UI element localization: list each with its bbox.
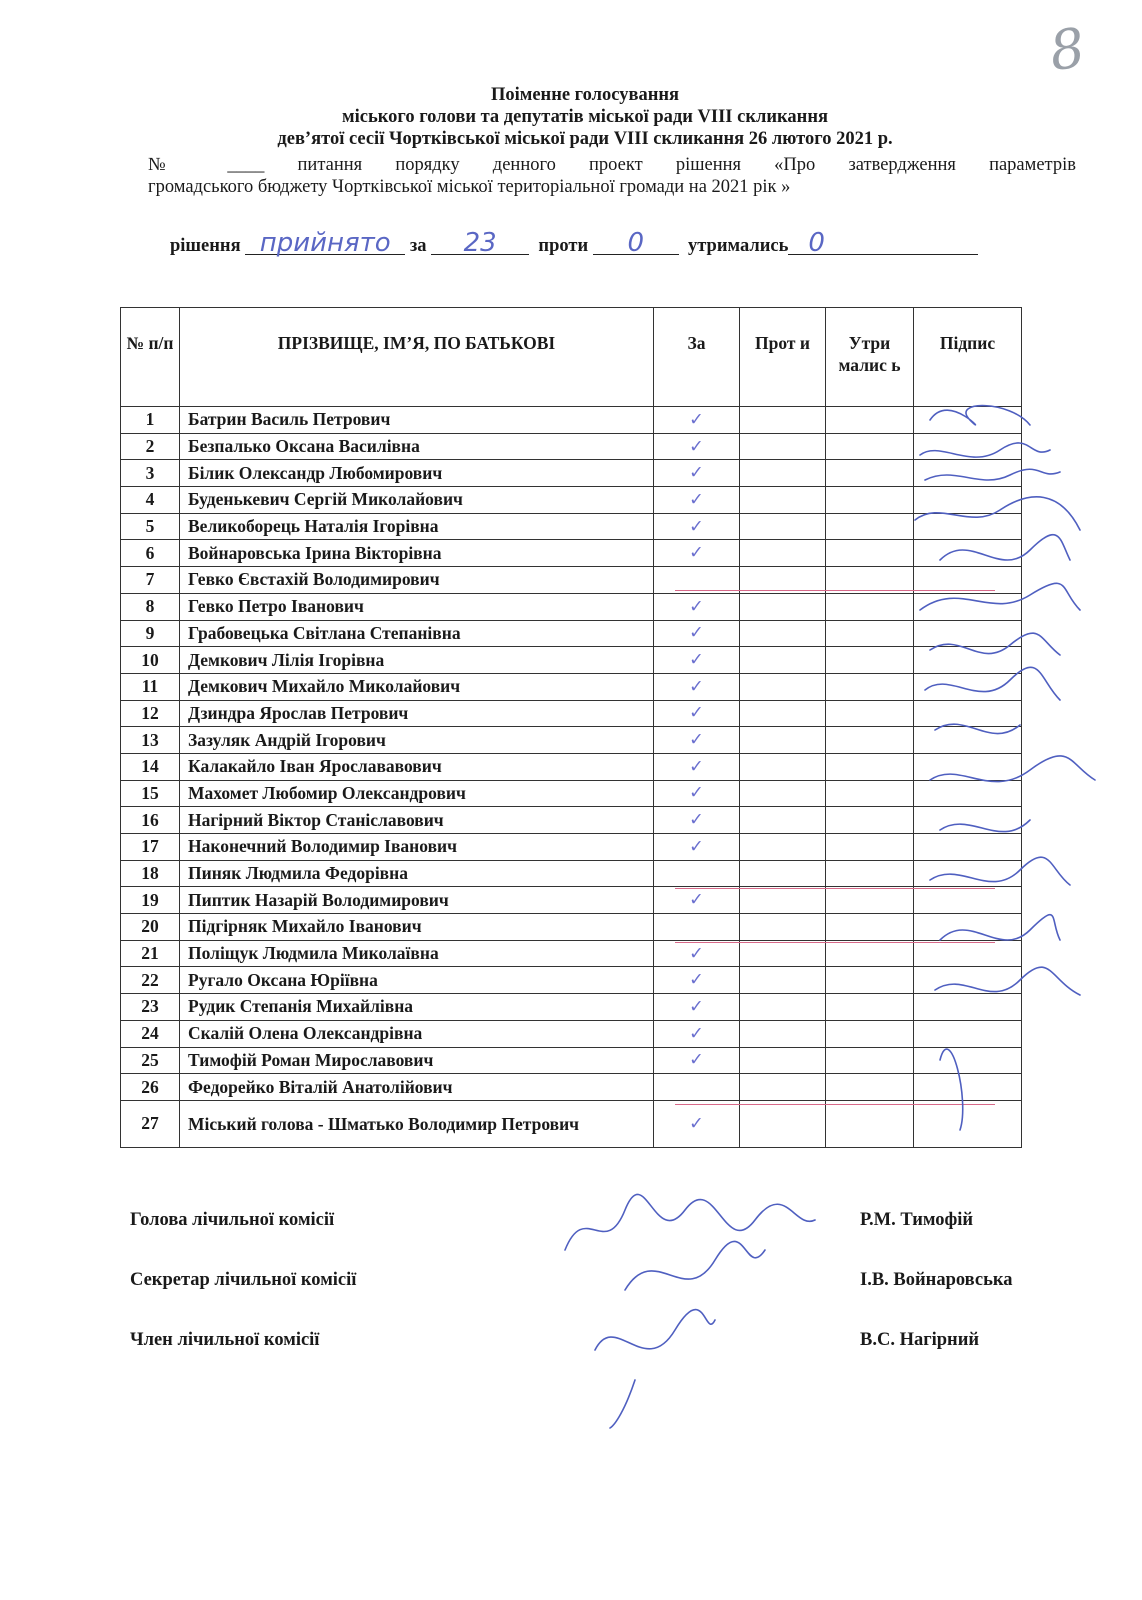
table-row bbox=[121, 887, 1022, 914]
header-signature: Підпис bbox=[914, 308, 1022, 407]
table-row bbox=[121, 487, 1022, 514]
table-row bbox=[121, 620, 1022, 647]
row-number: 27 bbox=[121, 1100, 180, 1147]
header-subtitle: міського голови та депутатів міської ради VIII скликання bbox=[342, 107, 828, 127]
vote-against-cell bbox=[740, 834, 826, 861]
vote-abstained-cell bbox=[826, 513, 914, 540]
deputy-name: Поліщук Людмила Миколаївна bbox=[180, 940, 654, 967]
vote-for-mark: ✓ bbox=[654, 700, 740, 727]
vote-against-cell bbox=[740, 753, 826, 780]
against-label: проти bbox=[538, 236, 589, 256]
chair-label: Голова лічильної комісії bbox=[130, 1210, 335, 1230]
vote-against-cell bbox=[740, 673, 826, 700]
deputy-name: Грабовецька Світлана Степанівна bbox=[180, 620, 654, 647]
vote-abstained-cell bbox=[826, 1074, 914, 1101]
vote-against-cell bbox=[740, 1020, 826, 1047]
table-row bbox=[121, 460, 1022, 487]
row-number: 18 bbox=[121, 860, 180, 887]
vote-against-cell bbox=[740, 620, 826, 647]
row-number: 16 bbox=[121, 807, 180, 834]
deputy-name: Демкович Лілія Ігорівна bbox=[180, 647, 654, 674]
vote-abstained-cell bbox=[826, 540, 914, 567]
vote-abstained-cell bbox=[826, 860, 914, 887]
vote-against-cell bbox=[740, 807, 826, 834]
deputy-name: Пиняк Людмила Федорівна bbox=[180, 860, 654, 887]
header-num: № п/п bbox=[121, 308, 180, 407]
vote-for-mark: ✓ bbox=[654, 407, 740, 434]
row-number: 2 bbox=[121, 433, 180, 460]
table-row bbox=[121, 807, 1022, 834]
vote-abstained-cell bbox=[826, 1020, 914, 1047]
deputy-name: Батрин Василь Петрович bbox=[180, 407, 654, 434]
table-row bbox=[121, 940, 1022, 967]
deputy-name: Тимофій Роман Мирославович bbox=[180, 1047, 654, 1074]
table-row bbox=[121, 860, 1022, 887]
row-number: 24 bbox=[121, 1020, 180, 1047]
row-number: 26 bbox=[121, 1074, 180, 1101]
vote-for-mark: ✓ bbox=[654, 807, 740, 834]
table-row bbox=[121, 834, 1022, 861]
vote-abstained-cell bbox=[826, 727, 914, 754]
row-number: 11 bbox=[121, 673, 180, 700]
deputy-name: Наконечний Володимир Іванович bbox=[180, 834, 654, 861]
vote-against-cell bbox=[740, 433, 826, 460]
deputy-name: Підгірняк Михайло Іванович bbox=[180, 914, 654, 941]
header-name: ПРІЗВИЩЕ, ІМ’Я, ПО БАТЬКОВІ bbox=[180, 308, 654, 407]
decision-label: рішення bbox=[170, 236, 241, 256]
deputy-name: Міський голова - Шматько Володимир Петрович bbox=[180, 1100, 654, 1147]
deputy-name: Гевко Петро Іванович bbox=[180, 593, 654, 620]
deputy-name: Великоборець Наталія Ігорівна bbox=[180, 513, 654, 540]
vote-against-cell bbox=[740, 487, 826, 514]
table-row bbox=[121, 513, 1022, 540]
vote-against-cell bbox=[740, 700, 826, 727]
deputy-name: Ругало Оксана Юріївна bbox=[180, 967, 654, 994]
vote-abstained-cell bbox=[826, 700, 914, 727]
question-line-1: № ____ питання порядку денного проект рішення «Про затвердження параметрів bbox=[148, 155, 1076, 175]
vote-for-mark: ✓ bbox=[654, 513, 740, 540]
vote-against-cell bbox=[740, 407, 826, 434]
header-against: Прот и bbox=[740, 308, 826, 407]
vote-for-mark: ✓ bbox=[654, 433, 740, 460]
secretary-name: І.В. Войнаровська bbox=[860, 1270, 1013, 1290]
deputy-name: Калакайло Іван Ярослававович bbox=[180, 753, 654, 780]
vote-abstained-cell bbox=[826, 673, 914, 700]
vote-abstained-cell bbox=[826, 994, 914, 1021]
table-row bbox=[121, 433, 1022, 460]
vote-for-mark: ✓ bbox=[654, 834, 740, 861]
table-row bbox=[121, 1074, 1022, 1101]
row-number: 12 bbox=[121, 700, 180, 727]
chair-name: Р.М. Тимофій bbox=[860, 1210, 974, 1230]
vote-for-mark bbox=[654, 1074, 740, 1101]
table-row bbox=[121, 540, 1022, 567]
signatures-scribbles bbox=[910, 380, 1110, 1140]
deputy-name: Федорейко Віталій Анатолійович bbox=[180, 1074, 654, 1101]
vote-against-cell bbox=[740, 887, 826, 914]
vote-against-cell bbox=[740, 967, 826, 994]
table-row bbox=[121, 647, 1022, 674]
vote-against-cell bbox=[740, 1074, 826, 1101]
deputy-name: Безпалько Оксана Василівна bbox=[180, 433, 654, 460]
deputy-name: Білик Олександр Любомирович bbox=[180, 460, 654, 487]
vote-for-mark: ✓ bbox=[654, 753, 740, 780]
vote-for-mark: ✓ bbox=[654, 673, 740, 700]
deputy-name: Нагірний Віктор Станіславович bbox=[180, 807, 654, 834]
row-number: 3 bbox=[121, 460, 180, 487]
deputy-name: Скалій Олена Олександрівна bbox=[180, 1020, 654, 1047]
vote-abstained-cell bbox=[826, 460, 914, 487]
document-header bbox=[110, 84, 1060, 150]
row-number: 4 bbox=[121, 487, 180, 514]
vote-against-cell bbox=[740, 1047, 826, 1074]
table-row bbox=[121, 1020, 1022, 1047]
row-number: 6 bbox=[121, 540, 180, 567]
vote-for-mark bbox=[654, 914, 740, 941]
deputy-name: Рудик Степанія Михайлівна bbox=[180, 994, 654, 1021]
header-abstained: Утри малис ь bbox=[826, 308, 914, 407]
deputy-name: Демкович Михайло Миколайович bbox=[180, 673, 654, 700]
vote-for-mark: ✓ bbox=[654, 460, 740, 487]
against-count: 0 bbox=[593, 232, 679, 255]
table-row bbox=[121, 673, 1022, 700]
vote-against-cell bbox=[740, 780, 826, 807]
vote-abstained-cell bbox=[826, 967, 914, 994]
table-row bbox=[121, 753, 1022, 780]
row-number: 7 bbox=[121, 567, 180, 594]
member-label: Член лічильної комісії bbox=[130, 1330, 320, 1350]
vote-for-mark: ✓ bbox=[654, 1020, 740, 1047]
vote-for-mark bbox=[654, 860, 740, 887]
vote-against-cell bbox=[740, 593, 826, 620]
row-number: 9 bbox=[121, 620, 180, 647]
vote-against-cell bbox=[740, 940, 826, 967]
deputy-name: Войнаровська Ірина Вікторівна bbox=[180, 540, 654, 567]
vote-against-cell bbox=[740, 513, 826, 540]
abstained-label: утримались bbox=[687, 236, 789, 256]
vote-abstained-cell bbox=[826, 620, 914, 647]
vote-abstained-cell bbox=[826, 940, 914, 967]
vote-for-mark: ✓ bbox=[654, 647, 740, 674]
vote-abstained-cell bbox=[826, 780, 914, 807]
row-number: 21 bbox=[121, 940, 180, 967]
table-row bbox=[121, 780, 1022, 807]
vote-for-mark: ✓ bbox=[654, 540, 740, 567]
row-number: 15 bbox=[121, 780, 180, 807]
row-number: 23 bbox=[121, 994, 180, 1021]
table-row bbox=[121, 1047, 1022, 1074]
row-number: 10 bbox=[121, 647, 180, 674]
header-for: За bbox=[654, 308, 740, 407]
vote-for-mark: ✓ bbox=[654, 940, 740, 967]
header-session: дев’ятої сесії Чортківської міської ради VIII скликання 26 лютого 2021 р. bbox=[277, 129, 893, 149]
vote-against-cell bbox=[740, 647, 826, 674]
table-row bbox=[121, 727, 1022, 754]
row-number: 25 bbox=[121, 1047, 180, 1074]
vote-for-mark: ✓ bbox=[654, 727, 740, 754]
vote-for-mark: ✓ bbox=[654, 994, 740, 1021]
vote-abstained-cell bbox=[826, 647, 914, 674]
row-number: 22 bbox=[121, 967, 180, 994]
row-number: 5 bbox=[121, 513, 180, 540]
table-row bbox=[121, 914, 1022, 941]
decision-value: прийнято bbox=[245, 232, 405, 255]
vote-abstained-cell bbox=[826, 487, 914, 514]
vote-table bbox=[120, 307, 1022, 1148]
vote-abstained-cell bbox=[826, 1100, 914, 1147]
for-count: 23 bbox=[431, 232, 529, 255]
table-row bbox=[121, 967, 1022, 994]
vote-against-cell bbox=[740, 540, 826, 567]
row-number: 13 bbox=[121, 727, 180, 754]
page-number: 8 bbox=[1045, 15, 1089, 84]
vote-for-mark: ✓ bbox=[654, 487, 740, 514]
vote-for-mark: ✓ bbox=[654, 1047, 740, 1074]
question-line-2: громадського бюджету Чортківської міської територіальної громади на 2021 рік » bbox=[148, 177, 791, 197]
row-number: 17 bbox=[121, 834, 180, 861]
vote-against-cell bbox=[740, 460, 826, 487]
table-row bbox=[121, 593, 1022, 620]
table-header-row bbox=[121, 308, 1022, 407]
header-title: Поіменне голосування bbox=[490, 85, 680, 105]
row-number: 19 bbox=[121, 887, 180, 914]
commission-signatures bbox=[555, 1180, 825, 1430]
abstained-count: 0 bbox=[788, 232, 978, 255]
vote-against-cell bbox=[740, 994, 826, 1021]
deputy-name: Гевко Євстахій Володимирович bbox=[180, 567, 654, 594]
vote-for-mark: ✓ bbox=[654, 620, 740, 647]
vote-abstained-cell bbox=[826, 914, 914, 941]
row-number: 14 bbox=[121, 753, 180, 780]
table-row bbox=[121, 1100, 1022, 1147]
deputy-name: Буденькевич Сергій Миколайович bbox=[180, 487, 654, 514]
row-number: 20 bbox=[121, 914, 180, 941]
vote-abstained-cell bbox=[826, 807, 914, 834]
vote-abstained-cell bbox=[826, 593, 914, 620]
deputy-name: Махомет Любомир Олександрович bbox=[180, 780, 654, 807]
vote-for-mark: ✓ bbox=[654, 780, 740, 807]
vote-abstained-cell bbox=[826, 834, 914, 861]
deputy-name: Зазуляк Андрій Ігорович bbox=[180, 727, 654, 754]
table-row bbox=[121, 700, 1022, 727]
vote-against-cell bbox=[740, 727, 826, 754]
member-name: В.С. Нагірний bbox=[860, 1330, 980, 1350]
row-number: 1 bbox=[121, 407, 180, 434]
deputy-name: Пиптик Назарій Володимирович bbox=[180, 887, 654, 914]
vote-for-mark: ✓ bbox=[654, 967, 740, 994]
secretary-label: Секретар лічильної комісії bbox=[130, 1270, 357, 1290]
vote-abstained-cell bbox=[826, 753, 914, 780]
vote-against-cell bbox=[740, 914, 826, 941]
vote-abstained-cell bbox=[826, 887, 914, 914]
vote-for-mark: ✓ bbox=[654, 593, 740, 620]
table-row bbox=[121, 994, 1022, 1021]
table-row bbox=[121, 407, 1022, 434]
vote-for-mark: ✓ bbox=[654, 1100, 740, 1147]
row-number: 8 bbox=[121, 593, 180, 620]
for-label: за bbox=[409, 236, 427, 256]
vote-for-mark: ✓ bbox=[654, 887, 740, 914]
vote-abstained-cell bbox=[826, 407, 914, 434]
agenda-question bbox=[148, 154, 1076, 198]
vote-abstained-cell bbox=[826, 1047, 914, 1074]
vote-against-cell bbox=[740, 1100, 826, 1147]
vote-abstained-cell bbox=[826, 433, 914, 460]
deputy-name: Дзиндра Ярослав Петрович bbox=[180, 700, 654, 727]
vote-against-cell bbox=[740, 860, 826, 887]
decision-line bbox=[170, 228, 978, 258]
